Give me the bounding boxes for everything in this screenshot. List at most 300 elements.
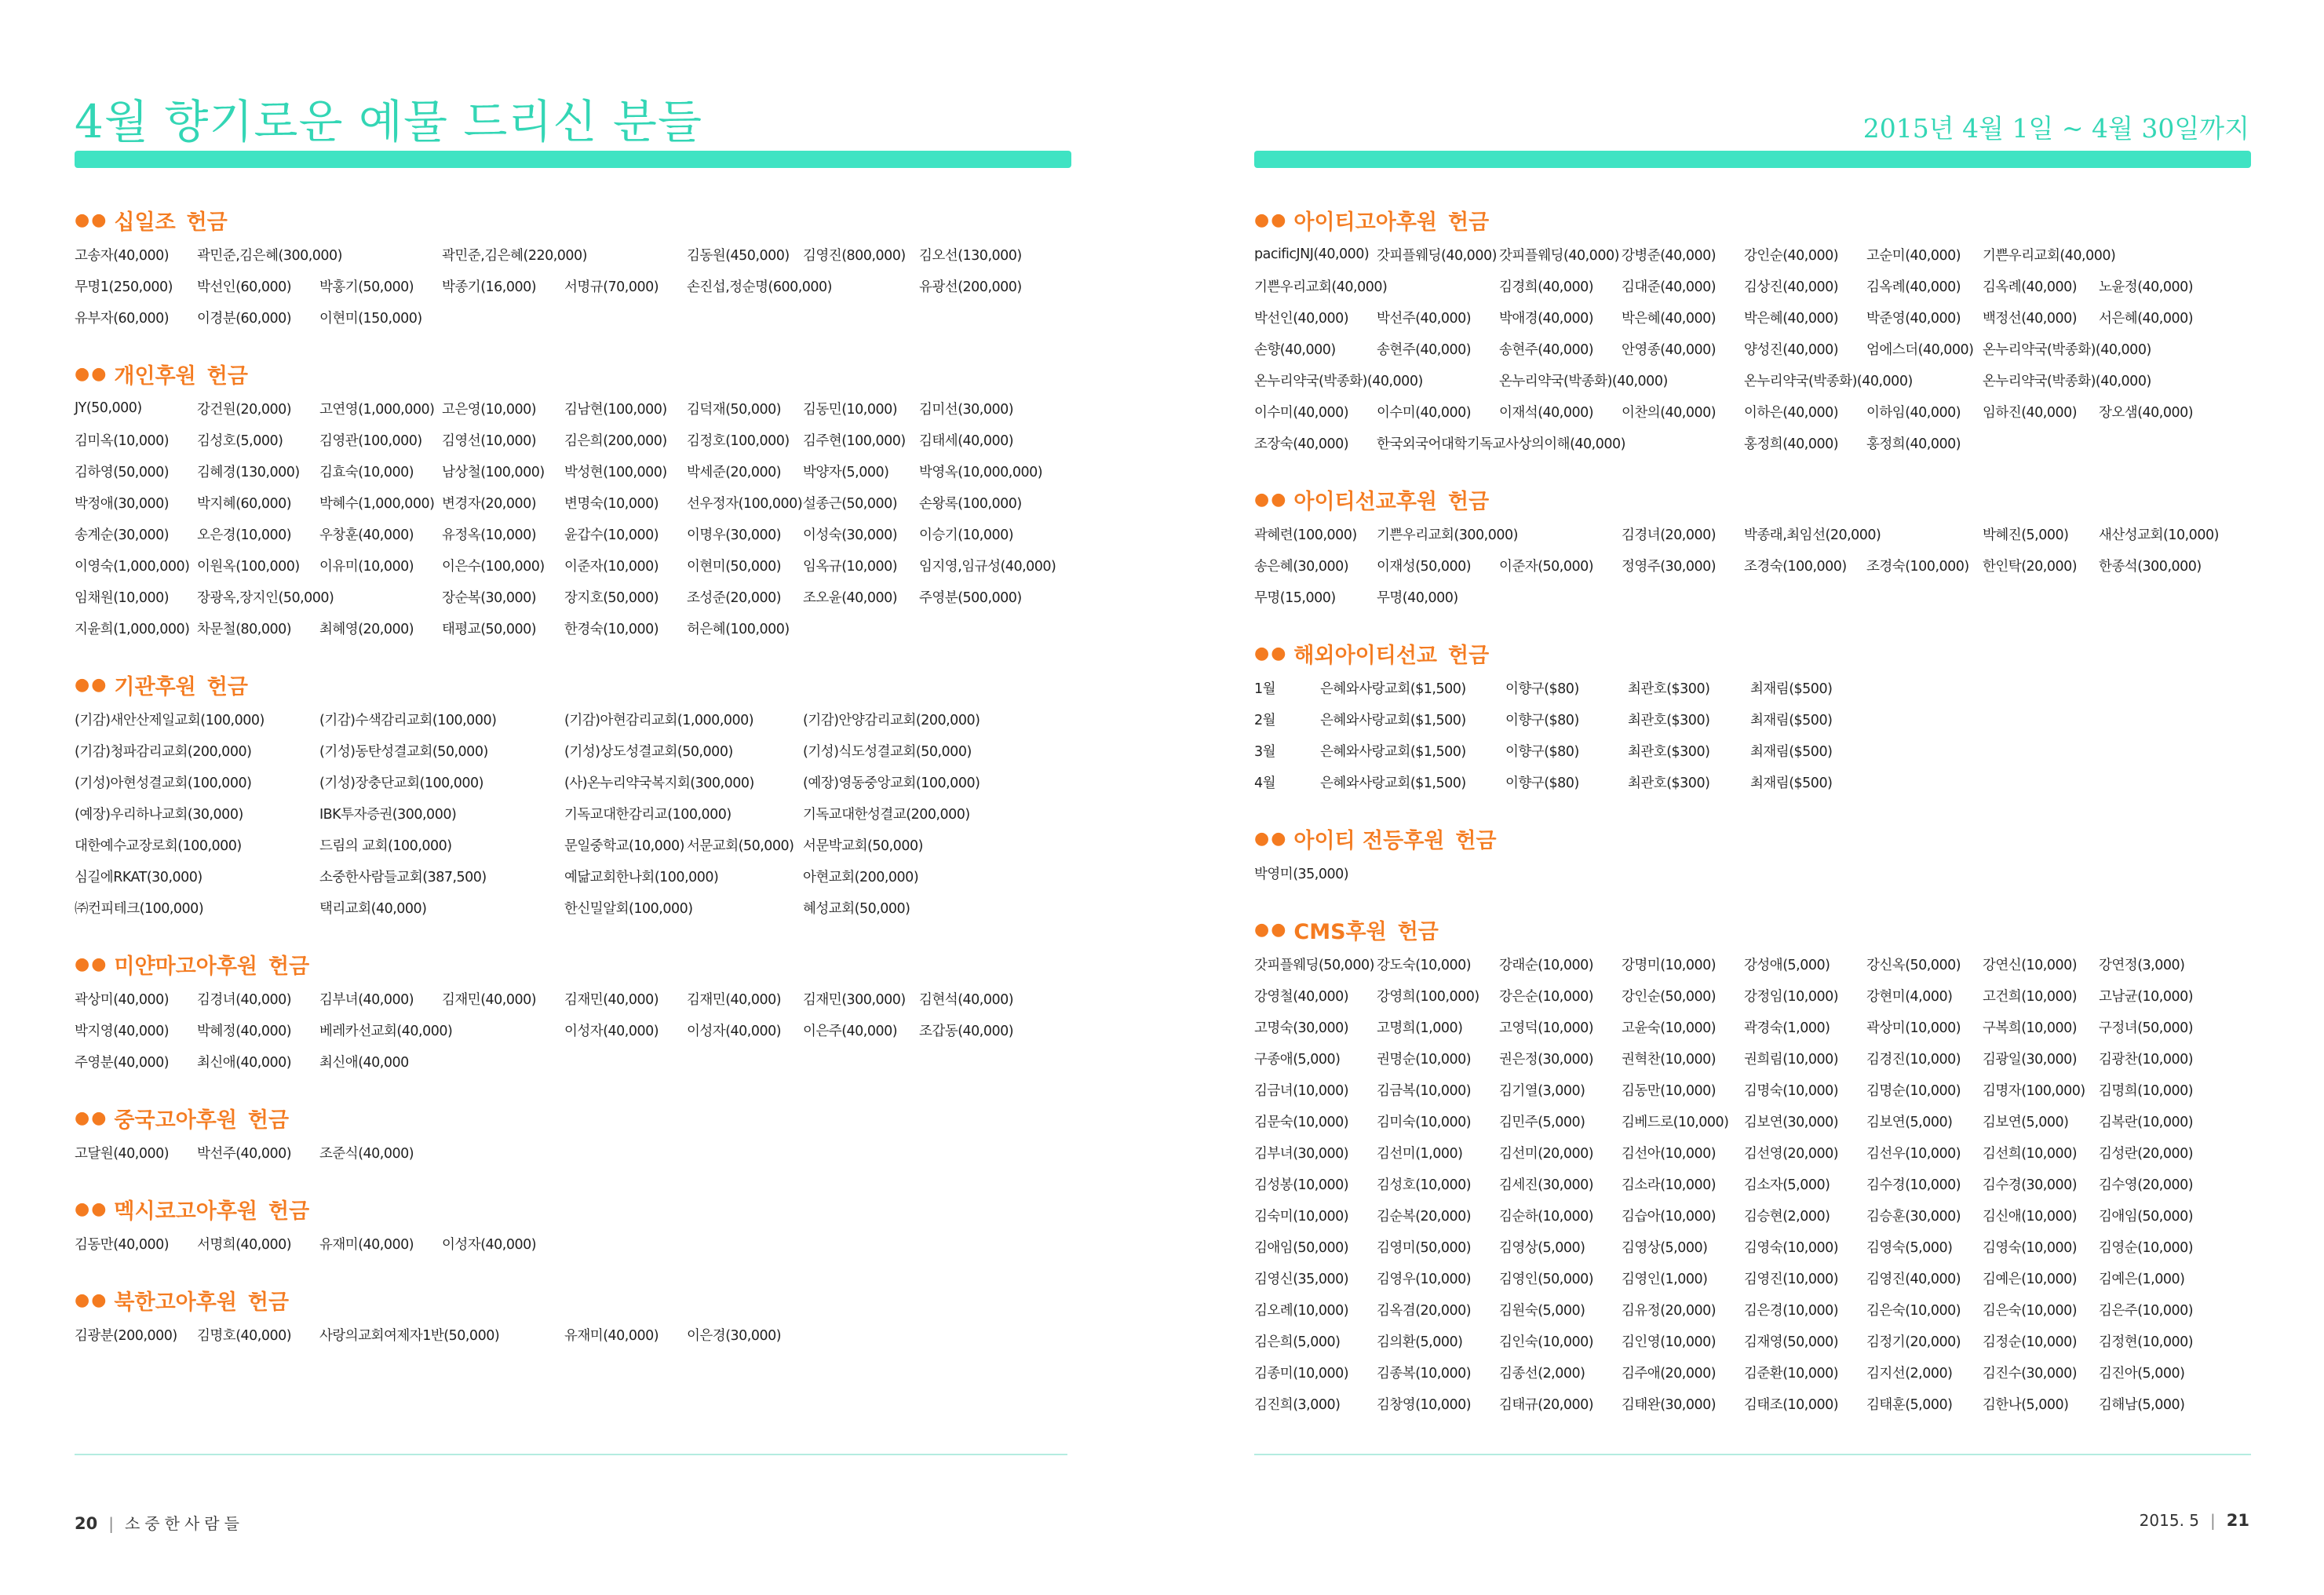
- donor-entry: 설종근(50,000): [803, 495, 898, 512]
- donor-row: [75, 1319, 1071, 1350]
- donor-entry: 장순복(30,000): [442, 589, 537, 606]
- donor-entry: 김세진(30,000): [1499, 1177, 1594, 1193]
- donor-entry: 허은혜(100,000): [687, 621, 790, 637]
- donor-entry: 고건희(10,000): [1983, 988, 2078, 1005]
- donor-entry: 강영희(100,000): [1377, 988, 1479, 1005]
- donor-entry: 김영진(10,000): [1744, 1271, 1839, 1287]
- donor-row: [75, 735, 1071, 766]
- donor-entry: 김정순(10,000): [1983, 1334, 2078, 1350]
- donor-row: [75, 1137, 1071, 1168]
- section-title-text: 아이티 전등후원: [1293, 828, 1445, 853]
- donor-entry: 이향구($80): [1505, 681, 1579, 697]
- donor-entry: 조장숙(40,000): [1254, 436, 1349, 452]
- page-title: 4월 향기로운 예물 드리신 분들: [75, 95, 702, 148]
- donor-entry: (기성)식도성결교회(50,000): [803, 743, 972, 760]
- donor-entry: (기성)상도성결교회(50,000): [564, 743, 733, 760]
- donor-entry: 김태규(20,000): [1499, 1396, 1594, 1413]
- footer-left: 20 | 소중한사람들: [75, 1514, 244, 1533]
- donor-entry: 김영진(800,000): [803, 247, 906, 264]
- donor-row: [1254, 1388, 2251, 1419]
- donor-entry: 손향(40,000): [1254, 341, 1336, 358]
- donor-entry: 이수미(40,000): [1377, 404, 1472, 421]
- donor-row: [1254, 333, 2251, 364]
- donor-entry: 유재미(40,000): [319, 1236, 414, 1253]
- section-title-text: 십일조: [114, 210, 176, 235]
- section-title-text: 기관후원: [114, 674, 196, 699]
- donor-entry: 김영신(35,000): [1254, 1271, 1349, 1287]
- donor-entry: 강신옥(50,000): [1866, 957, 1961, 973]
- donor-entry: 김옥례(40,000): [1983, 279, 2078, 295]
- donor-entry: (기감)안양감리교회(200,000): [803, 712, 980, 728]
- donor-entry: 강연정(3,000): [2099, 957, 2185, 973]
- donor-entry: 이성자(40,000): [564, 1023, 659, 1039]
- donor-entry: 김오선(130,000): [919, 247, 1022, 264]
- donor-entry: 곽혜련(100,000): [1254, 527, 1357, 543]
- donor-entry: 무명1(250,000): [75, 279, 173, 295]
- month-label: 2월: [1254, 712, 1276, 728]
- donor-entry: 장지호(50,000): [564, 589, 659, 606]
- donor-entry: 강영철(40,000): [1254, 988, 1349, 1005]
- donor-row: [1254, 239, 2251, 270]
- donor-entry: 이성자(40,000): [442, 1236, 537, 1253]
- donor-entry: 온누리약국(박종화)(40,000): [1499, 373, 1668, 389]
- donor-entry: 이재석(40,000): [1499, 404, 1594, 421]
- donor-entry: 김대준(40,000): [1622, 279, 1717, 295]
- section-title-text: 해외아이티선교: [1293, 643, 1437, 668]
- donor-row: [1254, 857, 2251, 889]
- donor-entry: 김영숙(5,000): [1866, 1239, 1953, 1256]
- donor-entry: 박혜정(40,000): [197, 1023, 292, 1039]
- donor-entry: 최관호($300): [1628, 775, 1710, 791]
- donor-row: [1254, 364, 2251, 396]
- donor-entry: 김소자(5,000): [1744, 1177, 1830, 1193]
- section-title-text: 미얀마고아후원: [114, 954, 257, 979]
- section-title: [75, 1100, 1071, 1135]
- donor-entry: 임옥규(10,000): [803, 558, 898, 575]
- donor-entry: 조갑동(40,000): [919, 1023, 1014, 1039]
- section-title: [75, 1192, 1071, 1226]
- donor-entry: 온누리약국(박종화)(40,000): [1983, 341, 2151, 358]
- donor-row: [1254, 1042, 2251, 1074]
- donor-row: [1254, 1074, 2251, 1105]
- donor-entry: 김진아(5,000): [2099, 1365, 2185, 1381]
- donor-row: [75, 612, 1071, 644]
- donor-entry: 김해남(5,000): [2099, 1396, 2185, 1413]
- donation-section: [75, 1192, 1071, 1259]
- donor-entry: (기성)아현성결교회(100,000): [75, 775, 252, 791]
- donor-entry: 강건원(20,000): [197, 401, 292, 418]
- donor-entry: 김경진(10,000): [1866, 1051, 1961, 1068]
- donor-entry: 김유정(20,000): [1622, 1302, 1717, 1319]
- donor-entry: 유부자(60,000): [75, 310, 170, 327]
- donor-row: [1254, 1325, 2251, 1356]
- date-range: 2015년 4월 1일 ~ 4월 30일까지: [1862, 113, 2249, 144]
- donor-entry: 김옥례(40,000): [1866, 279, 1961, 295]
- donor-entry: 김진희(3,000): [1254, 1396, 1341, 1413]
- donor-entry: 김은경(10,000): [1744, 1302, 1839, 1319]
- donor-entry: 곽경숙(1,000): [1744, 1020, 1830, 1036]
- donor-entry: (사)온누리약국복지회(300,000): [564, 775, 754, 791]
- donor-entry: 구종애(5,000): [1254, 1051, 1341, 1068]
- section-title-tag: 헌금: [1455, 828, 1497, 853]
- donor-entry: 이준자(10,000): [564, 558, 659, 575]
- donor-entry: 기독교대한성결교(200,000): [803, 806, 970, 823]
- donor-entry: 김진수(30,000): [1983, 1365, 2078, 1381]
- donor-entry: 무명(15,000): [1254, 589, 1336, 606]
- section-title-tag: 헌금: [1447, 210, 1490, 235]
- donor-entry: 박선주(40,000): [197, 1145, 292, 1162]
- donor-entry: 온누리약국(박종화)(40,000): [1983, 373, 2151, 389]
- donor-row: [75, 301, 1071, 333]
- donor-row: [1254, 518, 2251, 549]
- donor-entry: 문일중학교(10,000): [564, 838, 684, 854]
- donor-row: [1254, 549, 2251, 581]
- month-row: [1254, 735, 2251, 766]
- magazine-name: 소중한사람들: [124, 1514, 244, 1533]
- donor-entry: 강병준(40,000): [1622, 247, 1717, 264]
- donor-entry: 김명희(10,000): [2099, 1082, 2194, 1099]
- donor-entry: 김영관(100,000): [319, 433, 422, 449]
- donor-entry: 정영주(30,000): [1622, 558, 1717, 575]
- donor-entry: 강성애(5,000): [1744, 957, 1830, 973]
- donor-entry: 김성호(5,000): [197, 433, 283, 449]
- donor-entry: (예장)영동중앙교회(100,000): [803, 775, 980, 791]
- donor-entry: 박종기(16,000): [442, 279, 537, 295]
- donor-entry: 김주현(100,000): [803, 433, 906, 449]
- donor-entry: 박혜진(5,000): [1983, 527, 2069, 543]
- donor-row: [1254, 1356, 2251, 1388]
- donor-entry: 김종선(2,000): [1499, 1365, 1585, 1381]
- donor-entry: 최신애(40,000: [319, 1054, 409, 1071]
- donor-entry: 김은주(10,000): [2099, 1302, 2194, 1319]
- donor-entry: 김동원(450,000): [687, 247, 790, 264]
- donor-entry: 사랑의교회여제자1반(50,000): [319, 1327, 500, 1344]
- donor-entry: 김은숙(10,000): [1983, 1302, 2078, 1319]
- donor-entry: 김부녀(30,000): [1254, 1145, 1349, 1162]
- donor-entry: 이준자(50,000): [1499, 558, 1594, 575]
- donor-entry: 김영우(10,000): [1377, 1271, 1472, 1287]
- section-title-tag: 헌금: [247, 1108, 290, 1133]
- donor-entry: 우창훈(40,000): [319, 527, 414, 543]
- month-label: 3월: [1254, 743, 1276, 760]
- donor-row: [75, 239, 1071, 270]
- donor-entry: 손진섭,정순명(600,000): [687, 279, 833, 295]
- donor-row: [75, 860, 1071, 892]
- donor-entry: 박지혜(60,000): [197, 495, 292, 512]
- donor-entry: 은혜와사랑교회($1,500): [1320, 681, 1466, 697]
- donation-section: [1254, 912, 2251, 1419]
- section-title-tag: 헌금: [206, 674, 248, 699]
- donor-entry: 김영인(1,000): [1622, 1271, 1708, 1287]
- bottom-rule-right: [1254, 1454, 2251, 1455]
- donor-entry: 윤갑수(10,000): [564, 527, 659, 543]
- donor-entry: 박성현(100,000): [564, 464, 667, 480]
- bullet-dots-icon: ●●: [75, 1199, 108, 1219]
- donor-row: [1254, 980, 2251, 1011]
- donor-entry: 김예은(10,000): [1983, 1271, 2078, 1287]
- donor-entry: 강정임(10,000): [1744, 988, 1839, 1005]
- donor-row: [75, 424, 1071, 455]
- bullet-dots-icon: ●●: [75, 954, 108, 974]
- donor-entry: 강명미(10,000): [1622, 957, 1717, 973]
- donor-entry: 김영진(40,000): [1866, 1271, 1961, 1287]
- donor-entry: 김영선(10,000): [442, 433, 537, 449]
- donor-entry: 김소라(10,000): [1622, 1177, 1717, 1193]
- donor-entry: 김태완(30,000): [1622, 1396, 1717, 1413]
- donor-entry: 조경숙(100,000): [1744, 558, 1847, 575]
- section-title-text: 개인후원: [114, 363, 196, 389]
- donor-entry: 김준환(10,000): [1744, 1365, 1839, 1381]
- donor-entry: 최재림($500): [1750, 712, 1833, 728]
- donor-entry: 김명자(100,000): [1983, 1082, 2085, 1099]
- donor-entry: 김재민(300,000): [803, 991, 906, 1008]
- donor-entry: 홍정희(40,000): [1744, 436, 1839, 452]
- donor-entry: 변경자(20,000): [442, 495, 537, 512]
- donor-entry: 박양자(5,000): [803, 464, 889, 480]
- donor-entry: 갓피플웨딩(40,000): [1377, 247, 1497, 264]
- section-title-tag: 헌금: [1397, 919, 1439, 944]
- donor-row: [75, 581, 1071, 612]
- issue-date: 2015. 5: [2139, 1511, 2200, 1530]
- donor-entry: 김영상(5,000): [1499, 1239, 1585, 1256]
- donor-entry: 김종미(10,000): [1254, 1365, 1349, 1381]
- donor-entry: 김명순(10,000): [1866, 1082, 1961, 1099]
- donor-entry: 한국외국어대학기독교사상의이해(40,000): [1377, 436, 1625, 452]
- donor-entry: 구복희(10,000): [1983, 1020, 2078, 1036]
- donor-row: [75, 892, 1071, 923]
- donor-entry: 김금복(10,000): [1377, 1082, 1472, 1099]
- donor-entry: 김미숙(10,000): [1377, 1114, 1472, 1130]
- donor-entry: 곽상미(10,000): [1866, 1020, 1961, 1036]
- donor-entry: 김혜경(130,000): [197, 464, 300, 480]
- donor-entry: 한인탁(20,000): [1983, 558, 2078, 575]
- donor-entry: 김보연(5,000): [1983, 1114, 2069, 1130]
- donor-entry: 김미옥(10,000): [75, 433, 170, 449]
- donor-entry: 강연신(10,000): [1983, 957, 2078, 973]
- donor-entry: 노윤정(40,000): [2099, 279, 2194, 295]
- donor-entry: 김문숙(10,000): [1254, 1114, 1349, 1130]
- donor-entry: 김현석(40,000): [919, 991, 1014, 1008]
- donor-entry: 갓피플웨딩(40,000): [1499, 247, 1619, 264]
- donor-entry: 김광일(30,000): [1983, 1051, 2078, 1068]
- donor-entry: 강인순(50,000): [1622, 988, 1717, 1005]
- donor-entry: 백정선(40,000): [1983, 310, 2078, 327]
- donor-entry: 대한예수교장로회(100,000): [75, 838, 242, 854]
- donor-entry: 김인영(10,000): [1622, 1334, 1717, 1350]
- donor-entry: 고송자(40,000): [75, 247, 170, 264]
- donor-entry: 김복란(10,000): [2099, 1114, 2194, 1130]
- donor-entry: 이향구($80): [1505, 775, 1579, 791]
- donor-entry: 김광분(200,000): [75, 1327, 177, 1344]
- donor-row: [75, 1014, 1071, 1046]
- donor-row: [75, 703, 1071, 735]
- donor-entry: 권혁찬(10,000): [1622, 1051, 1717, 1068]
- donor-entry: 기쁜우리교회(300,000): [1377, 527, 1518, 543]
- donor-row: [1254, 396, 2251, 427]
- donor-row: [1254, 427, 2251, 458]
- donor-entry: 김금녀(10,000): [1254, 1082, 1349, 1099]
- donor-entry: 최신애(40,000): [197, 1054, 292, 1071]
- donor-entry: 송은혜(30,000): [1254, 558, 1349, 575]
- donor-entry: 권은정(30,000): [1499, 1051, 1594, 1068]
- donor-entry: 이현미(150,000): [319, 310, 422, 327]
- donor-entry: 김종복(10,000): [1377, 1365, 1472, 1381]
- donor-row: [75, 518, 1071, 549]
- donor-entry: 박혜수(1,000,000): [319, 495, 435, 512]
- bullet-dots-icon: ●●: [75, 363, 108, 384]
- donor-entry: 김동만(10,000): [1622, 1082, 1717, 1099]
- donor-row: [1254, 1137, 2251, 1168]
- donor-entry: 박영옥(10,000,000): [919, 464, 1043, 480]
- donor-entry: (기감)청파감리교회(200,000): [75, 743, 252, 760]
- donor-entry: 아현교회(200,000): [803, 869, 919, 885]
- section-title: [1254, 821, 2251, 856]
- donor-entry: 강인순(40,000): [1744, 247, 1839, 264]
- donor-entry: 이은경(30,000): [687, 1327, 782, 1344]
- donor-entry: 김은희(5,000): [1254, 1334, 1341, 1350]
- donor-entry: 권희림(10,000): [1744, 1051, 1839, 1068]
- donor-entry: 김선영(20,000): [1744, 1145, 1839, 1162]
- donor-entry: 김주애(20,000): [1622, 1365, 1717, 1381]
- donor-entry: 김경희(40,000): [1499, 279, 1594, 295]
- donor-entry: 최재림($500): [1750, 743, 1833, 760]
- donor-entry: 곽민준,김은혜(300,000): [197, 247, 343, 264]
- donor-entry: 기쁜우리교회(40,000): [1983, 247, 2116, 264]
- donor-entry: 기독교대한감리교(100,000): [564, 806, 731, 823]
- donor-entry: 곽상미(40,000): [75, 991, 170, 1008]
- donor-entry: 조경숙(100,000): [1866, 558, 1969, 575]
- donor-entry: 곽민준,김은혜(220,000): [442, 247, 588, 264]
- donor-entry: 이하임(40,000): [1866, 404, 1961, 421]
- donor-entry: 강현미(4,000): [1866, 988, 1953, 1005]
- donor-entry: 김지선(2,000): [1866, 1365, 1953, 1381]
- donor-entry: (기성)장충단교회(100,000): [319, 775, 484, 791]
- donor-entry: 박지영(40,000): [75, 1023, 170, 1039]
- donor-entry: 홍정희(40,000): [1866, 436, 1961, 452]
- donor-entry: 이재성(50,000): [1377, 558, 1472, 575]
- month-row: [1254, 703, 2251, 735]
- donor-entry: JY(50,000): [75, 400, 142, 416]
- section-title-tag: 헌금: [1447, 643, 1490, 668]
- section-title-tag: 헌금: [247, 1290, 290, 1315]
- page-number-left: 20: [75, 1514, 98, 1533]
- donor-entry: 고연영(1,000,000): [319, 401, 435, 418]
- bullet-dots-icon: ●●: [1254, 919, 1288, 940]
- donor-entry: 송현주(40,000): [1377, 341, 1472, 358]
- donor-entry: 김영순(10,000): [2099, 1239, 2194, 1256]
- donation-section: [1254, 636, 2251, 798]
- donation-section: [75, 1283, 1071, 1350]
- donor-entry: 손왕록(100,000): [919, 495, 1022, 512]
- donor-entry: 김원숙(5,000): [1499, 1302, 1585, 1319]
- donor-entry: 임하진(40,000): [1983, 404, 2078, 421]
- donor-entry: 주영분(500,000): [919, 589, 1022, 606]
- donor-entry: 택리교회(40,000): [319, 900, 427, 917]
- donor-entry: 최혜영(20,000): [319, 621, 414, 637]
- donor-entry: 소중한사람들교회(387,500): [319, 869, 487, 885]
- donor-entry: 서명규(70,000): [564, 279, 659, 295]
- donor-row: [75, 766, 1071, 798]
- donor-entry: 이승기(10,000): [919, 527, 1014, 543]
- donor-entry: 박은혜(40,000): [1622, 310, 1717, 327]
- donor-entry: 김승훈(30,000): [1866, 1208, 1961, 1225]
- section-title-tag: 헌금: [186, 210, 228, 235]
- bottom-rule-left: [75, 1454, 1067, 1455]
- donor-entry: 서명희(40,000): [197, 1236, 292, 1253]
- donor-entry: 김영상(5,000): [1622, 1239, 1708, 1256]
- donor-row: [75, 798, 1071, 829]
- donor-entry: 박준영(40,000): [1866, 310, 1961, 327]
- donor-row: [1254, 948, 2251, 980]
- donation-section: [1254, 482, 2251, 612]
- donor-entry: 새산성교회(10,000): [2099, 527, 2219, 543]
- section-title-text: 북한고아후원: [114, 1290, 237, 1315]
- donor-entry: 김부녀(40,000): [319, 991, 414, 1008]
- donor-entry: 박정애(30,000): [75, 495, 170, 512]
- donor-entry: 차문철(80,000): [197, 621, 292, 637]
- donor-entry: 강도숙(10,000): [1377, 957, 1472, 973]
- donor-entry: 은혜와사랑교회($1,500): [1320, 712, 1466, 728]
- section-title: [75, 947, 1071, 981]
- donor-entry: 이은수(100,000): [442, 558, 545, 575]
- donor-entry: 유재미(40,000): [564, 1327, 659, 1344]
- donor-row: [1254, 1262, 2251, 1294]
- month-label: 4월: [1254, 775, 1276, 791]
- donor-entry: 김재영(50,000): [1744, 1334, 1839, 1350]
- donor-entry: 김베드로(10,000): [1622, 1114, 1729, 1130]
- donor-entry: 김수경(10,000): [1866, 1177, 1961, 1193]
- donor-entry: 남상철(100,000): [442, 464, 545, 480]
- donor-entry: 기쁜우리교회(40,000): [1254, 279, 1388, 295]
- donor-entry: 주영분(40,000): [75, 1054, 170, 1071]
- bullet-dots-icon: ●●: [1254, 643, 1288, 663]
- bullet-dots-icon: ●●: [75, 674, 108, 695]
- section-title-text: CMS후원: [1293, 919, 1387, 944]
- donor-row: [1254, 1199, 2251, 1231]
- donor-entry: 김선아(10,000): [1622, 1145, 1717, 1162]
- donor-entry: 임지영,임규성(40,000): [919, 558, 1056, 575]
- donor-entry: 김창영(10,000): [1377, 1396, 1472, 1413]
- donor-entry: 박영미(35,000): [1254, 866, 1349, 882]
- bullet-dots-icon: ●●: [75, 1108, 108, 1128]
- donor-entry: 김성란(20,000): [2099, 1145, 2194, 1162]
- donor-entry: 최재림($500): [1750, 775, 1833, 791]
- donor-entry: (기감)아현감리교회(1,000,000): [564, 712, 754, 728]
- donor-entry: 강래순(10,000): [1499, 957, 1594, 973]
- donor-entry: 김재민(40,000): [687, 991, 782, 1008]
- donor-entry: 박세준(20,000): [687, 464, 782, 480]
- donor-entry: 김태세(40,000): [919, 433, 1014, 449]
- donor-entry: 김미선(30,000): [919, 401, 1014, 418]
- donor-entry: 김영숙(10,000): [1744, 1239, 1839, 1256]
- donor-row: [75, 1046, 1071, 1077]
- donor-row: [75, 487, 1071, 518]
- donor-row: [1254, 1011, 2251, 1042]
- donor-row: [75, 829, 1071, 860]
- donor-entry: 김성봉(10,000): [1254, 1177, 1349, 1193]
- donor-entry: 은혜와사랑교회($1,500): [1320, 775, 1466, 791]
- section-title: [75, 667, 1071, 702]
- section-title-tag: 헌금: [1447, 489, 1490, 514]
- bullet-dots-icon: ●●: [75, 210, 108, 230]
- donor-entry: 구정녀(50,000): [2099, 1020, 2194, 1036]
- donor-entry: 김태조(10,000): [1744, 1396, 1839, 1413]
- donor-entry: 고순미(40,000): [1866, 247, 1961, 264]
- donor-entry: 갓피플웨딩(50,000): [1254, 957, 1374, 973]
- donor-row: [1254, 270, 2251, 301]
- donor-entry: 고명숙(30,000): [1254, 1020, 1349, 1036]
- donation-section: [75, 1100, 1071, 1168]
